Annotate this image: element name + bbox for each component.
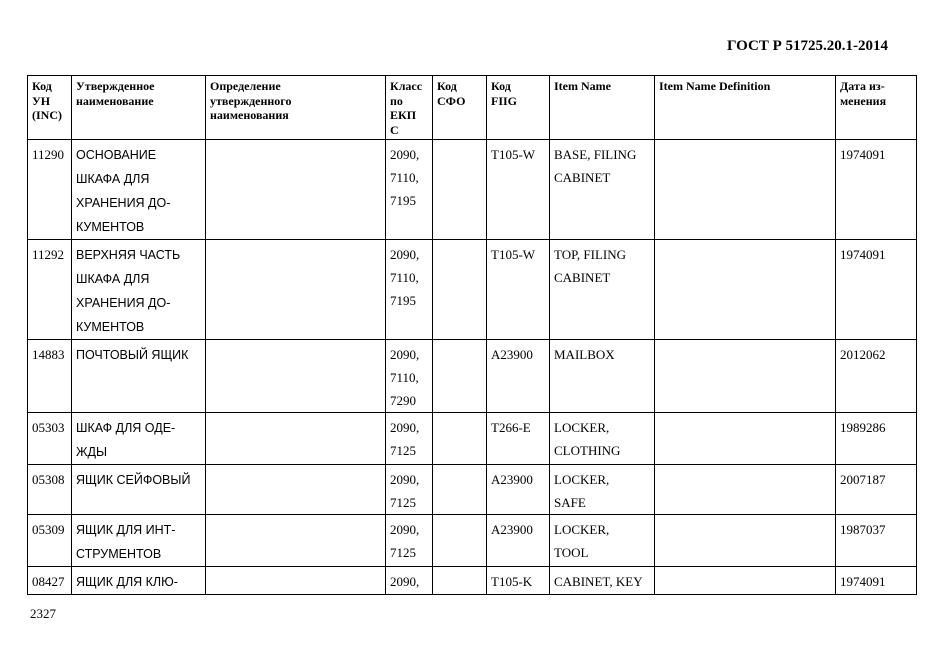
fiig-cell: A23900 xyxy=(487,515,550,567)
inc-cell: 05309 xyxy=(28,515,72,567)
item-name-cell: MAILBOX xyxy=(550,340,655,413)
fiig-cell: T266-E xyxy=(487,413,550,465)
page-number: 2327 xyxy=(30,606,56,621)
definition-cell xyxy=(206,515,386,567)
table-row xyxy=(28,465,917,515)
document-code: ГОСТ Р 51725.20.1-2014 xyxy=(726,38,888,54)
table-row xyxy=(28,340,917,413)
table-row xyxy=(28,567,917,595)
sfo-cell xyxy=(433,240,487,340)
change-date-cell: 1989286 xyxy=(836,413,917,465)
sfo-cell xyxy=(433,140,487,240)
table-row xyxy=(28,413,917,465)
item-name-cell: BASE, FILING CABINET xyxy=(550,140,655,240)
column-header-class: Класс по ЕКП С xyxy=(386,76,433,140)
item-name-definition-cell xyxy=(655,465,836,515)
approved-name-cell: ЯЩИК СЕЙФОВЫЙ xyxy=(72,465,206,515)
table-row xyxy=(28,515,917,567)
item-name-definition-cell xyxy=(655,567,836,595)
class-cell: 2090, 7110, 7195 xyxy=(386,240,433,340)
fiig-cell: T105-W xyxy=(487,140,550,240)
item-name-cell: LOCKER, CLOTHING xyxy=(550,413,655,465)
definition-cell xyxy=(206,567,386,595)
change-date-cell: 1974091 xyxy=(836,140,917,240)
table-row xyxy=(28,240,917,340)
inc-cell: 11290 xyxy=(28,140,72,240)
class-cell: 2090, 7125 xyxy=(386,413,433,465)
definition-cell xyxy=(206,140,386,240)
fiig-cell: T105-K xyxy=(487,567,550,595)
column-header-inc: Код УН (INC) xyxy=(28,76,72,140)
inc-cell: 08427 xyxy=(28,567,72,595)
item-name-definition-cell xyxy=(655,515,836,567)
item-name-definition-cell xyxy=(655,340,836,413)
change-date-cell: 1987037 xyxy=(836,515,917,567)
sfo-cell xyxy=(433,567,487,595)
sfo-cell xyxy=(433,413,487,465)
class-cell: 2090, xyxy=(386,567,433,595)
approved-name-cell: ЯЩИК ДЛЯ КЛЮ- xyxy=(72,567,206,595)
definition-cell xyxy=(206,413,386,465)
column-header-item-name: Item Name xyxy=(550,76,655,140)
class-cell: 2090, 7110, 7195 xyxy=(386,140,433,240)
item-name-table xyxy=(27,75,917,595)
table-row xyxy=(28,140,917,240)
item-name-cell: TOP, FILING CABINET xyxy=(550,240,655,340)
change-date-cell: 2012062 xyxy=(836,340,917,413)
sfo-cell xyxy=(433,465,487,515)
column-header-item-name-definition: Item Name Definition xyxy=(655,76,836,140)
change-date-cell: 2007187 xyxy=(836,465,917,515)
change-date-cell: 1974091 xyxy=(836,240,917,340)
class-cell: 2090, 7125 xyxy=(386,515,433,567)
approved-name-cell: ЯЩИК ДЛЯ ИНТ- СТРУМЕНТОВ xyxy=(72,515,206,567)
change-date-cell: 1974091 xyxy=(836,567,917,595)
fiig-cell: A23900 xyxy=(487,340,550,413)
definition-cell xyxy=(206,465,386,515)
sfo-cell xyxy=(433,340,487,413)
sfo-cell xyxy=(433,515,487,567)
item-name-definition-cell xyxy=(655,413,836,465)
item-name-cell: LOCKER, SAFE xyxy=(550,465,655,515)
item-name-definition-cell xyxy=(655,240,836,340)
approved-name-cell: ВЕРХНЯЯ ЧАСТЬ ШКАФА ДЛЯ ХРАНЕНИЯ ДО- КУМЕНТОВ xyxy=(72,240,206,340)
item-name-cell: CABINET, KEY xyxy=(550,567,655,595)
class-cell: 2090, 7110, 7290 xyxy=(386,340,433,413)
definition-cell xyxy=(206,240,386,340)
inc-cell: 14883 xyxy=(28,340,72,413)
definition-cell xyxy=(206,340,386,413)
approved-name-cell: ПОЧТОВЫЙ ЯЩИК xyxy=(72,340,206,413)
class-cell: 2090, 7125 xyxy=(386,465,433,515)
item-name-cell: LOCKER, TOOL xyxy=(550,515,655,567)
fiig-cell: T105-W xyxy=(487,240,550,340)
approved-name-cell: ОСНОВАНИЕ ШКАФА ДЛЯ ХРАНЕНИЯ ДО- КУМЕНТОВ xyxy=(72,140,206,240)
column-header-change-date: Дата из- менения xyxy=(836,76,917,140)
column-header-approved-name: Утвержденное наименование xyxy=(72,76,206,140)
table-header-row xyxy=(28,76,917,140)
inc-cell: 05303 xyxy=(28,413,72,465)
item-name-definition-cell xyxy=(655,140,836,240)
fiig-cell: A23900 xyxy=(487,465,550,515)
column-header-sfo: Код СФО xyxy=(433,76,487,140)
approved-name-cell: ШКАФ ДЛЯ ОДЕ- ЖДЫ xyxy=(72,413,206,465)
column-header-definition: Определение утвержденного наименования xyxy=(206,76,386,140)
inc-cell: 11292 xyxy=(28,240,72,340)
column-header-fiig: Код FIIG xyxy=(487,76,550,140)
inc-cell: 05308 xyxy=(28,465,72,515)
